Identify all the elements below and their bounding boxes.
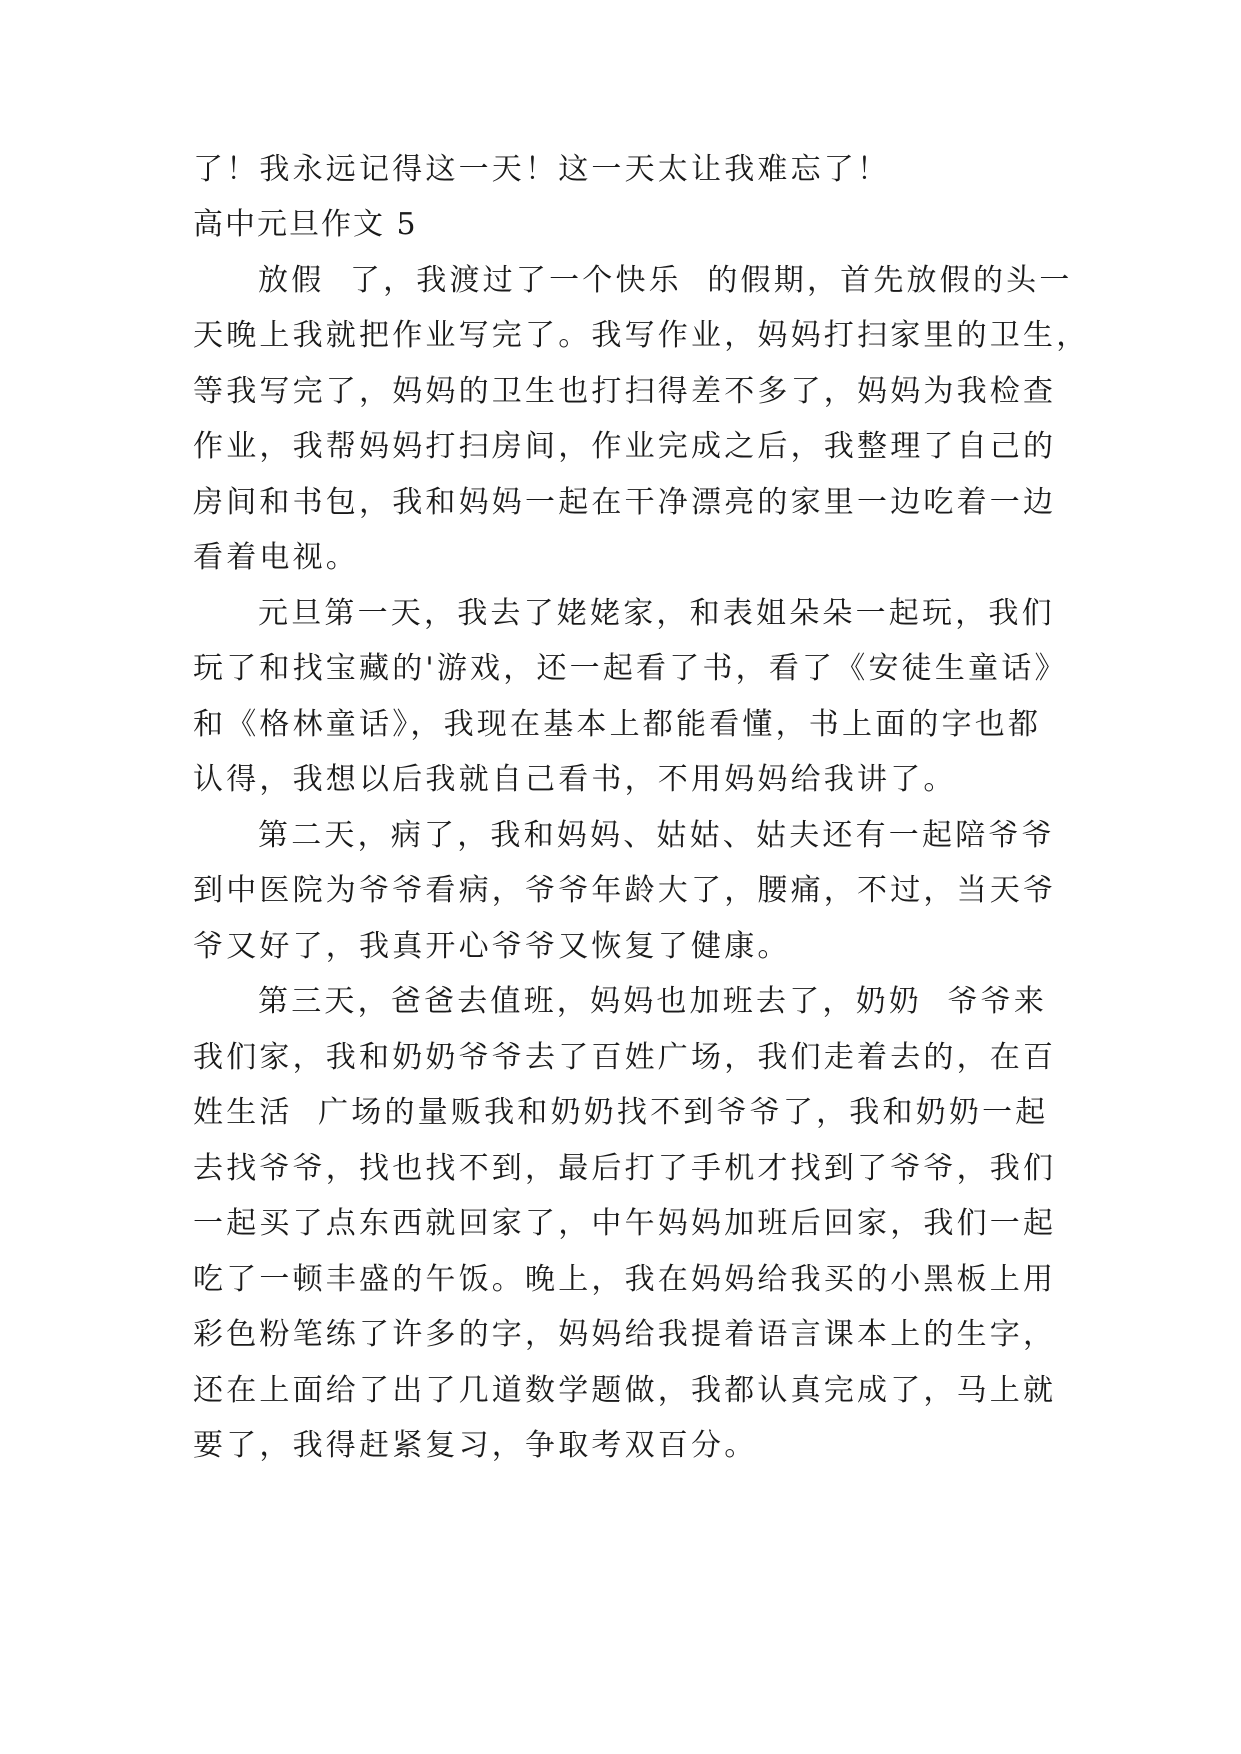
text-line: 彩色粉笔练了许多的字，妈妈给我提着语言课本上的生字，	[193, 1317, 1057, 1352]
text-line: 吃了一顿丰盛的午饭。晚上，我在妈妈给我买的小黑板上用	[193, 1262, 1057, 1297]
text-line: 第二天，病了，我和妈妈、姑姑、姑夫还有一起陪爷爷	[258, 818, 1055, 853]
essay-heading: 高中元旦作文 5	[193, 207, 418, 242]
text-line: 放假 了，我渡过了一个快乐 的假期，首先放假的头一	[258, 263, 1073, 298]
text-line: 等我写完了，妈妈的卫生也打扫得差不多了，妈妈为我检查	[193, 374, 1057, 409]
text-line: 看着电视。	[193, 540, 359, 575]
text-line: 到中医院为爷爷看病，爷爷年龄大了，腰痛，不过，当天爷	[193, 873, 1057, 908]
text-line: 第三天，爸爸去值班，妈妈也加班去了，奶奶 爷爷来	[258, 984, 1048, 1019]
text-line: 要了，我得赶紧复习，争取考双百分。	[193, 1428, 758, 1463]
text-line: 认得，我想以后我就自己看书，不用妈妈给我讲了。	[193, 762, 957, 797]
text-line: 我们家，我和奶奶爷爷去了百姓广场，我们走着去的，在百	[193, 1040, 1057, 1075]
text-line: 姓生活 广场的量贩我和奶奶找不到爷爷了，我和奶奶一起	[193, 1095, 1049, 1130]
text-line: 一起买了点东西就回家了，中午妈妈加班后回家，我们一起	[193, 1206, 1057, 1241]
text-line: 作业，我帮妈妈打扫房间，作业完成之后，我整理了自己的	[193, 429, 1057, 464]
text-line: 玩了和找宝藏的'游戏，还一起看了书，看了《安徒生童话》	[193, 651, 1068, 686]
text-line: 爷又好了，我真开心爷爷又恢复了健康。	[193, 929, 791, 964]
previous-paragraph-end: 了！我永远记得这一天！这一天太让我难忘了！	[193, 152, 891, 187]
text-line: 元旦第一天，我去了姥姥家，和表姐朵朵一起玩，我们	[258, 596, 1055, 631]
text-line: 还在上面给了出了几道数学题做，我都认真完成了，马上就	[193, 1373, 1057, 1408]
text-line: 去找爷爷，找也找不到，最后打了手机才找到了爷爷，我们	[193, 1151, 1057, 1186]
text-line: 房间和书包，我和妈妈一起在干净漂亮的家里一边吃着一边	[193, 485, 1057, 520]
text-line: 天晚上我就把作业写完了。我写作业，妈妈打扫家里的卫生，	[193, 318, 1090, 353]
text-line: 和《格林童话》，我现在基本上都能看懂，书上面的字也都	[193, 707, 1042, 742]
